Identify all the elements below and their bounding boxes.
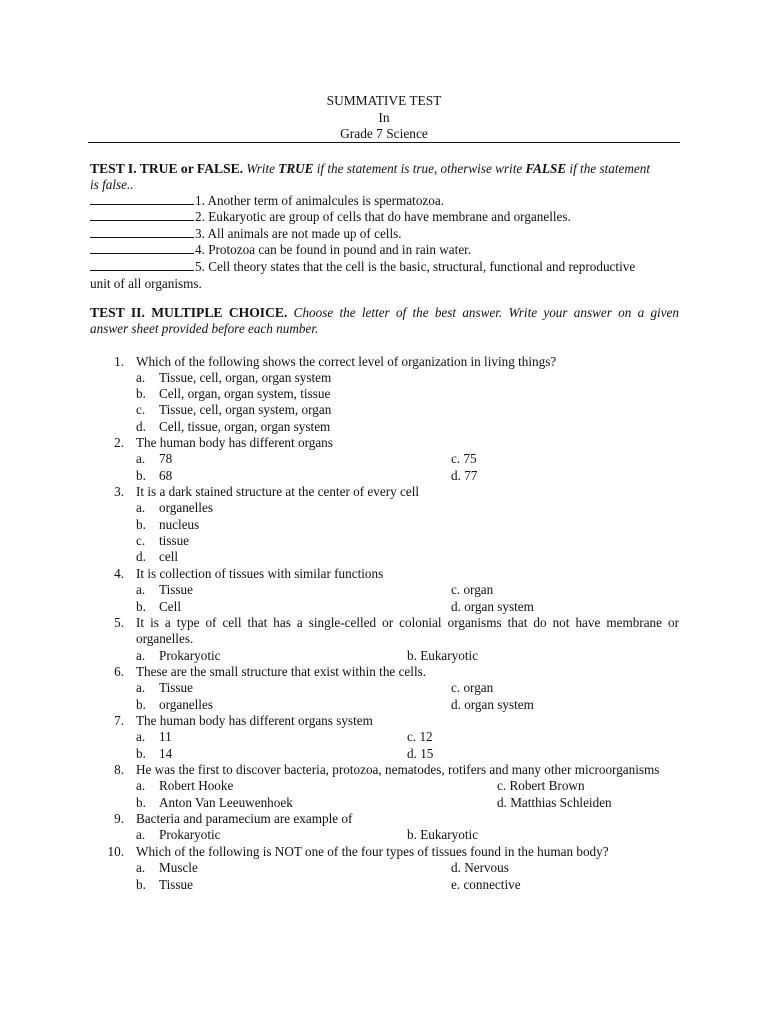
question-number: 3. [114, 484, 124, 499]
option: a. 78 [136, 451, 173, 466]
option: a. Muscle [136, 860, 198, 875]
header-subject: Grade 7 Science [340, 126, 428, 141]
option: c. 12 [407, 729, 433, 744]
option: d. 77 [451, 468, 478, 483]
question-text: Which of the following is NOT one of the four types of tissues found in the human body? [136, 844, 609, 859]
question-text: The human body has different organs system [136, 713, 373, 728]
tf-item [90, 209, 571, 225]
tf-item [90, 259, 635, 275]
answer-blank[interactable] [90, 259, 194, 271]
option: b. Eukaryotic [407, 827, 479, 842]
question-number: 1. [114, 354, 124, 369]
option: d. Nervous [451, 860, 509, 875]
tf-item-text: 1. Another term of animalcules is spermatozoa. [195, 193, 445, 208]
option: a. Prokaryotic [136, 648, 221, 663]
test1-instructions [90, 161, 650, 177]
option: a. Prokaryotic [136, 827, 221, 842]
option: d. Matthias Schleiden [497, 795, 612, 810]
option: c. organ [451, 582, 494, 597]
option: c. Tissue, cell, organ system, organ [136, 402, 332, 417]
option: c. tissue [136, 533, 190, 548]
question-text-cont: organelles. [136, 631, 194, 646]
option: d. 15 [407, 746, 434, 761]
question-number: 8. [114, 762, 124, 777]
question-text: It is a type of cell that has a single-celled or colonial organisms that do not have membrane or [136, 615, 679, 630]
question-text: These are the small structure that exist within the cells. [136, 664, 427, 679]
option: e. connective [451, 877, 521, 892]
option: b. Tissue [136, 877, 193, 892]
option: b. 68 [136, 468, 173, 483]
option: c. 75 [451, 451, 477, 466]
option: c. Robert Brown [497, 778, 585, 793]
test1-title: TEST I. TRUE or FALSE. [90, 161, 244, 176]
option: a. Tissue [136, 680, 193, 695]
option: d. organ system [451, 599, 534, 614]
question-number: 7. [114, 713, 124, 728]
answer-blank[interactable] [90, 209, 194, 221]
option: d. Cell, tissue, organ, organ system [136, 419, 331, 434]
question-number: 2. [114, 435, 124, 450]
option: c. organ [451, 680, 494, 695]
test1-instr-false: FALSE [525, 161, 567, 176]
question-number: 10. [107, 844, 124, 859]
question-text: He was the first to discover bacteria, protozoa, nematodes, rotifers and many other microorganisms [136, 762, 660, 777]
header-divider [88, 142, 680, 143]
question-number: 5. [114, 615, 124, 630]
header-title: SUMMATIVE TEST [326, 93, 442, 108]
question-number: 6. [114, 664, 124, 679]
question-text: The human body has different organs [136, 435, 333, 450]
test2-instr-line1: Choose the letter of the best answer. Write your answer on a given [293, 305, 680, 320]
tf-item-text: 2. Eukaryotic are group of cells that do have membrane and organelles. [195, 209, 571, 224]
option: a. Robert Hooke [136, 778, 234, 793]
tf-item-text: 4. Protozoa can be found in pound and in rain water. [195, 242, 472, 257]
test1-instr-c: if the statement [569, 161, 650, 176]
option: d. cell [136, 549, 179, 564]
test1-instr-b: if the statement is true, otherwise write [316, 161, 523, 176]
option: d. organ system [451, 697, 534, 712]
option: b. Cell, organ, organ system, tissue [136, 386, 331, 401]
test2-instr-line2: answer sheet provided before each number. [90, 321, 319, 336]
option: b. 14 [136, 746, 173, 761]
header-in: In [378, 110, 390, 125]
option: a. 11 [136, 729, 172, 744]
question-text: Bacteria and paramecium are example of [136, 811, 353, 826]
tf-item-text: 3. All animals are not made up of cells. [195, 226, 402, 241]
test2-instructions [90, 305, 679, 321]
option: b. nucleus [136, 517, 200, 532]
test2-title: TEST II. MULTIPLE CHOICE. [90, 305, 288, 320]
option: b. Anton Van Leeuwenhoek [136, 795, 293, 810]
tf-item-cont: unit of all organisms. [90, 276, 202, 291]
option: a. organelles [136, 500, 213, 515]
question-number: 4. [114, 566, 124, 581]
tf-item [90, 226, 402, 242]
option: b. Eukaryotic [407, 648, 479, 663]
answer-blank[interactable] [90, 226, 194, 238]
test1-instr-true: TRUE [278, 161, 314, 176]
tf-item-text: 5. Cell theory states that the cell is the basic, structural, functional and reproductive [195, 259, 636, 274]
tf-item [90, 193, 444, 209]
option: b. organelles [136, 697, 213, 712]
test1-instr-a: Write [246, 161, 275, 176]
question-text: It is a dark stained structure at the center of every cell [136, 484, 420, 499]
answer-blank[interactable] [90, 193, 194, 205]
test1-instr-cont: is false.. [90, 177, 134, 192]
answer-blank[interactable] [90, 242, 194, 254]
option: a. Tissue, cell, organ, organ system [136, 370, 332, 385]
question-text: It is collection of tissues with similar functions [136, 566, 384, 581]
question-text: Which of the following shows the correct level of organization in living things? [136, 354, 557, 369]
question-number: 9. [114, 811, 124, 826]
option: a. Tissue [136, 582, 193, 597]
tf-item [90, 242, 471, 258]
option: b. Cell [136, 599, 181, 614]
